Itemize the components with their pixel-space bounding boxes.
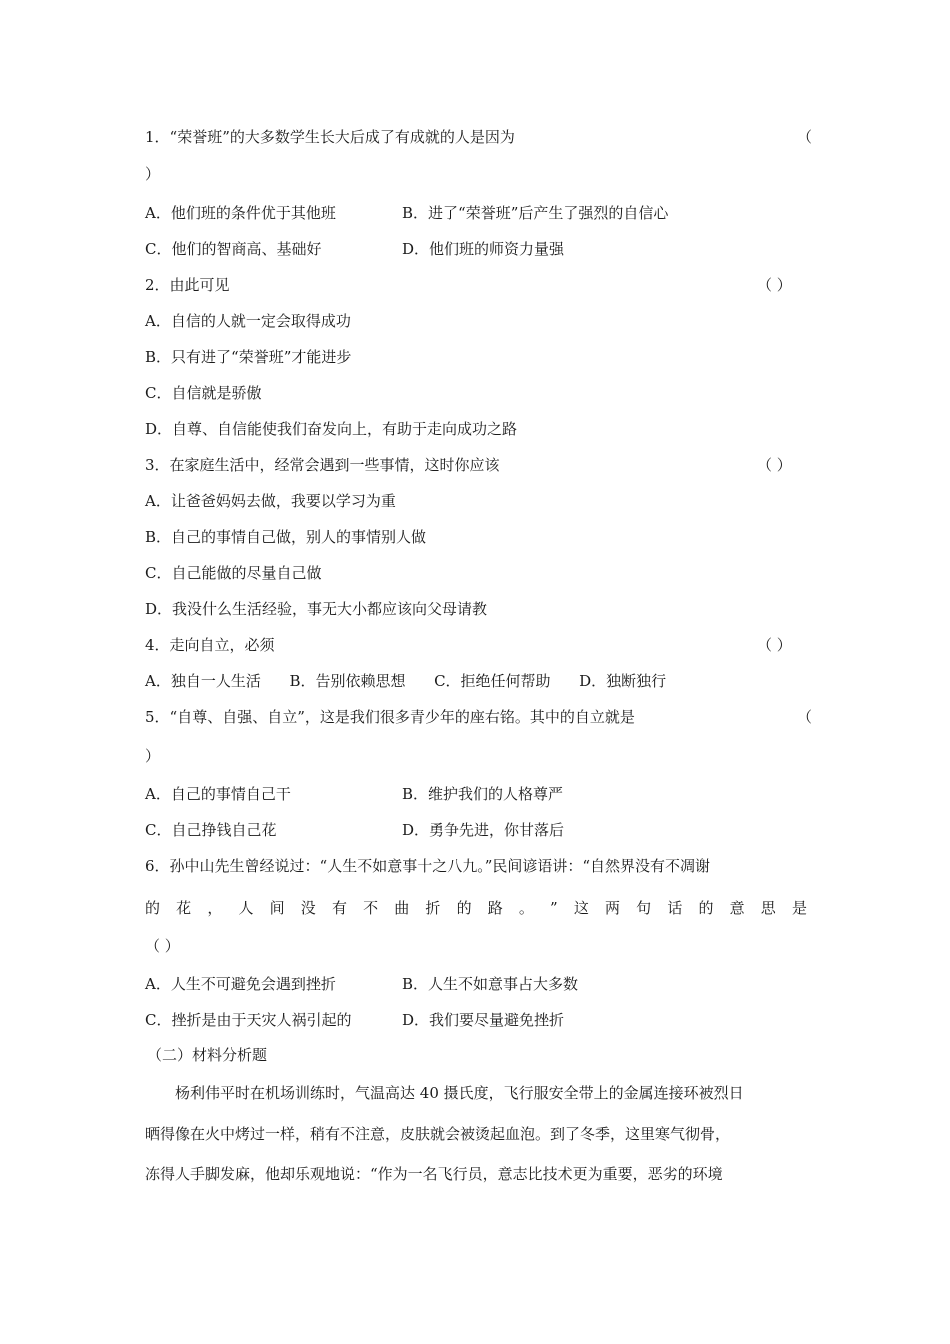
q1-option-a: A．他们班的条件优于其他班 (145, 204, 336, 222)
q6-stem-line2-char: 话 (667, 899, 683, 917)
q4-stem: 4．走向自立，必须 (145, 636, 275, 654)
material-line-1: 杨利伟平时在机场训练时，气温高达 40 摄氏度，飞行服安全带上的金属连接环被烈日 (175, 1084, 744, 1102)
q6-stem-line2-char: 间 (269, 899, 285, 917)
q6-stem-line2-char: 有 (331, 899, 347, 917)
q2-option-a: A．自信的人就一定会取得成功 (145, 312, 351, 330)
q6-stem-line2-char: 折 (425, 899, 441, 917)
q2-stem: 2．由此可见 (145, 276, 230, 294)
q6-stem-line2-char: 花 (176, 899, 192, 917)
q3-option-c: C．自己能做的尽量自己做 (145, 564, 322, 582)
q2-option-b: B．只有进了“荣誉班”才能进步 (145, 348, 352, 366)
section-heading: （二）材料分析题 (147, 1046, 268, 1064)
q3-option-d: D．我没什么生活经验，事无大小都应该向父母请教 (145, 600, 488, 618)
q3-stem: 3．在家庭生活中，经常会遇到一些事情，这时你应该 (145, 456, 500, 474)
q5-option-b: B．维护我们的人格尊严 (402, 785, 564, 803)
q1-answer-paren-close: ） (145, 165, 161, 183)
q5-answer-paren-close: ） (145, 747, 161, 765)
q6-option-d: D．我们要尽量避免挫折 (402, 1011, 565, 1029)
q6-option-c: C．挫折是由于天灾人祸引起的 (145, 1011, 352, 1029)
q6-option-b: B．人生不如意事占大多数 (402, 975, 579, 993)
q2-answer-paren: （ ） (757, 276, 792, 294)
q6-stem-line2-char: 的 (145, 899, 161, 917)
q1-stem: 1．“荣誉班”的大多数学生长大后成了有成就的人是因为 (145, 128, 515, 146)
q6-stem-line2-char: ” (550, 899, 558, 917)
q1-option-d: D．他们班的师资力量强 (402, 240, 565, 258)
q3-option-a: A．让爸爸妈妈去做，我要以学习为重 (145, 492, 396, 510)
q1-option-c: C．他们的智商高、基础好 (145, 240, 322, 258)
q6-stem-line2-char: 是 (791, 899, 807, 917)
q1-answer-paren-open: （ (797, 128, 813, 146)
q6-stem-line1: 6．孙中山先生曾经说过：“人生不如意事十之八九。”民间谚语讲：“自然界没有不凋谢 (145, 857, 711, 875)
q6-stem-line2-char: 句 (636, 899, 652, 917)
q6-stem-line2-char: 思 (760, 899, 776, 917)
q5-option-a: A．自己的事情自己干 (145, 785, 291, 803)
q2-option-d: D．自尊、自信能使我们奋发向上，有助于走向成功之路 (145, 420, 518, 438)
q6-stem-line2-char: 的 (456, 899, 472, 917)
q6-stem-line2-char: 。 (518, 899, 534, 917)
q6-stem-line2-char: 不 (363, 899, 379, 917)
q5-option-c: C．自己挣钱自己花 (145, 821, 277, 839)
q3-answer-paren: （ ） (757, 456, 792, 474)
q4-answer-paren: （ ） (757, 636, 792, 654)
q6-stem-line2-char: 两 (605, 899, 621, 917)
q4-options: A．独自一人生活 B．告别依赖思想 C．拒绝任何帮助 D．独断独行 (145, 672, 667, 690)
material-line-3: 冻得人手脚发麻，他却乐观地说：“作为一名飞行员，意志比技术更为重要，恶劣的环境 (145, 1165, 723, 1183)
q3-option-b: B．自己的事情自己做，别人的事情别人做 (145, 528, 427, 546)
material-line-2: 晒得像在火中烤过一样，稍有不注意，皮肤就会被烫起血泡。到了冬季，这里寒气彻骨， (145, 1125, 731, 1143)
q6-stem-line2-char: 曲 (394, 899, 410, 917)
q2-option-c: C．自信就是骄傲 (145, 384, 262, 402)
q6-stem-line2-char: 人 (238, 899, 254, 917)
q6-option-a: A．人生不可避免会遇到挫折 (145, 975, 336, 993)
q6-stem-line2-char: 这 (573, 899, 589, 917)
q5-option-d: D．勇争先进，你甘落后 (402, 821, 565, 839)
q6-answer-paren: （ ） (145, 937, 180, 955)
q6-stem-line2 (145, 897, 807, 919)
q5-answer-paren-open: （ (797, 708, 813, 726)
q6-stem-line2-char: ， (207, 899, 223, 917)
q5-stem: 5．“自尊、自强、自立”，这是我们很多青少年的座右铭。其中的自立就是 (145, 708, 635, 726)
q6-stem-line2-char: 意 (729, 899, 745, 917)
q6-stem-line2-char: 路 (487, 899, 503, 917)
q6-stem-line2-char: 没 (300, 899, 316, 917)
q1-option-b: B．进了“荣誉班”后产生了强烈的自信心 (402, 204, 669, 222)
q6-stem-line2-char: 的 (698, 899, 714, 917)
